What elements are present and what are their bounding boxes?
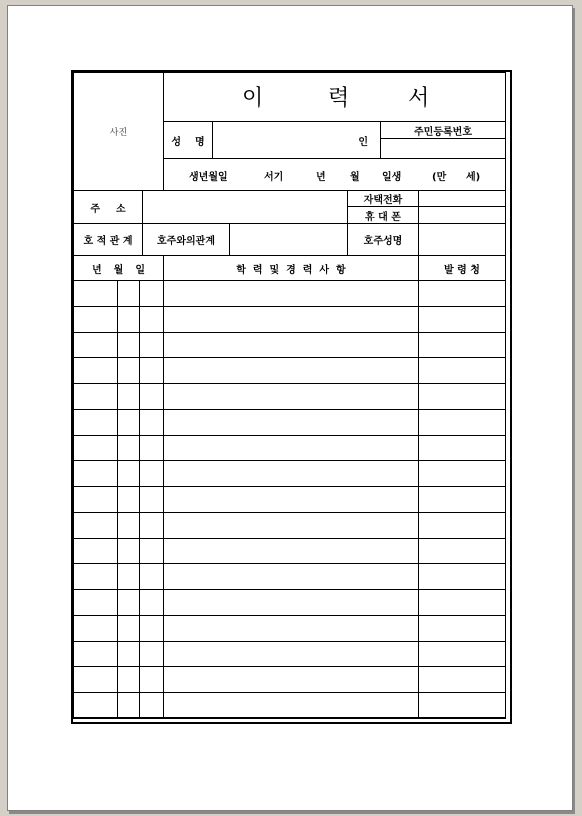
resident-id-label: 주민등록번호 — [414, 126, 472, 138]
age-close: 세) — [466, 172, 481, 183]
history-header-month: 월 — [113, 264, 124, 276]
mobile-label: 휴 대 폰 — [365, 211, 401, 223]
photo-label: 사진 — [109, 128, 128, 138]
birth-label: 생년월일 — [189, 172, 228, 183]
form-inner-border — [73, 72, 506, 718]
address-label-1: 주 — [90, 203, 100, 215]
address-label-2: 소 — [116, 203, 126, 215]
birth-era: 서기 — [264, 172, 284, 183]
history-header-issuer-label: 발 령 청 — [444, 264, 480, 276]
birth-year: 년 — [316, 172, 326, 183]
age-open: (만 — [432, 172, 447, 183]
head-relation-label: 호주와의관계 — [157, 236, 215, 247]
head-name-label: 호주성명 — [363, 236, 403, 247]
title-char-1: 이 — [242, 86, 264, 111]
history-header-year: 년 — [91, 264, 102, 276]
history-header-content-label: 학 력 및 경 력 사 항 — [236, 264, 346, 276]
seal-label: 인 — [358, 136, 368, 148]
title-char-2: 력 — [328, 86, 350, 111]
name-label-1: 성 — [171, 136, 181, 148]
home-phone-label: 자택전화 — [363, 195, 403, 206]
history-header-day: 일 — [135, 264, 145, 276]
title-char-3: 서 — [408, 86, 430, 111]
name-label-2: 명 — [195, 136, 205, 148]
birth-month: 월 — [350, 172, 360, 183]
family-relation-label: 호 적 관 계 — [83, 236, 133, 247]
birth-day: 일생 — [382, 172, 402, 183]
